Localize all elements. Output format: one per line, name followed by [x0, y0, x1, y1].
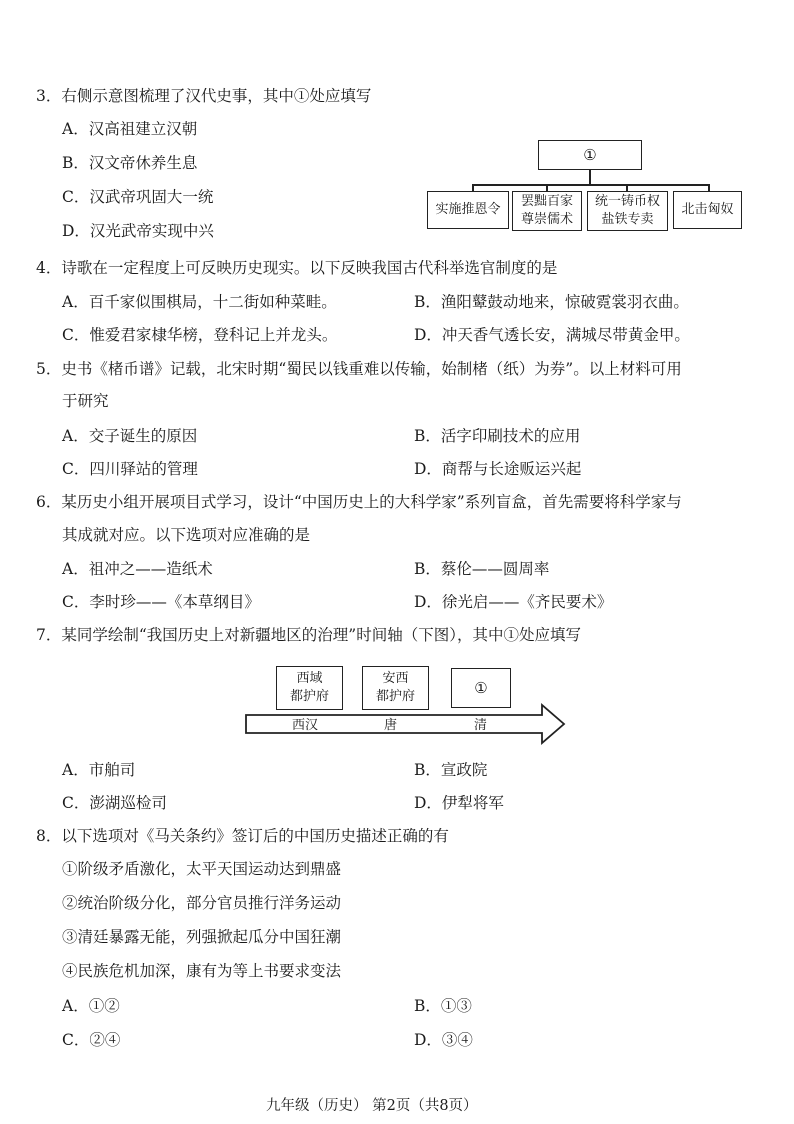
q3-connector-horizontal [472, 184, 709, 186]
q4-option-a: A．百千家似围棋局，十二街如种菜畦。 [62, 293, 337, 311]
q3-child-1-text: 实施推恩令 [435, 202, 501, 217]
q4-stem: 4．诗歌在一定程度上可反映历史现实。以下反映我国古代科举选官制度的是 [36, 259, 558, 277]
q3-connector-vertical [589, 170, 591, 185]
q7-box-2-line2: 都护府 [375, 689, 415, 704]
q5-option-c: C．四川驿站的管理 [62, 460, 198, 478]
q7-option-c: C．澎湖巡检司 [62, 794, 167, 812]
q8-item-3: ③清廷暴露无能，列强掀起瓜分中国狂潮 [62, 928, 342, 946]
q5-stem-line1: 5．史书《楮币谱》记载，北宋时期“蜀民以钱重难以传输，始制楮（纸）为券”。以上材料可用 [36, 360, 682, 378]
q7-box-2-line1: 安西 [382, 671, 409, 686]
q5-option-b: B．活字印刷技术的应用 [414, 427, 581, 445]
q4-option-d: D．冲天香气透长安，满城尽带黄金甲。 [414, 326, 690, 344]
q3-child-2-line2: 尊崇儒术 [520, 212, 573, 227]
q7-era-1: 西汉 [292, 718, 319, 733]
q3-child-3-line1: 统一铸币权 [594, 194, 660, 209]
q4-option-b: B．渔阳鼙鼓动地来，惊破霓裳羽衣曲。 [414, 293, 689, 311]
q6-option-c: C．李时珍——《本草纲目》 [62, 593, 260, 611]
q7-option-a: A．市舶司 [62, 761, 136, 779]
q3-diagram-child-3 [587, 191, 668, 231]
q7-option-d: D．伊犁将军 [414, 794, 504, 812]
q3-option-d: D．汉光武帝实现中兴 [62, 222, 214, 240]
q8-item-1: ①阶级矛盾激化，太平天国运动达到鼎盛 [62, 860, 342, 878]
q3-diagram-child-4 [673, 191, 742, 229]
q3-diagram-child-1 [427, 191, 509, 229]
q3-child-3-line2: 盐铁专卖 [601, 212, 654, 227]
q7-era-3: 清 [474, 718, 488, 733]
q3-child-4-text: 北击匈奴 [681, 202, 734, 217]
q8-stem: 8．以下选项对《马关条约》签订后的中国历史描述正确的有 [36, 827, 449, 845]
q3-child-2-line1: 罢黜百家 [520, 194, 573, 209]
q8-option-b: B．①③ [414, 997, 472, 1015]
q4-option-c: C．惟爱君家棣华榜，登科记上并龙头。 [62, 326, 338, 344]
q8-item-4: ④民族危机加深，康有为等上书要求变法 [62, 962, 342, 980]
q3-diagram-top-label: ① [583, 146, 597, 164]
q6-stem-line2: 其成就对应。以下选项对应准确的是 [62, 526, 311, 544]
q8-option-c: C．②④ [62, 1031, 121, 1049]
q8-item-2: ②统治阶级分化，部分官员推行洋务运动 [62, 894, 342, 912]
q8-option-a: A．①② [62, 997, 120, 1015]
q7-option-b: B．宣政院 [414, 761, 488, 779]
q7-stem: 7．某同学绘制“我国历史上对新疆地区的治理”时间轴（下图），其中①处应填写 [36, 626, 581, 644]
q7-box-1-line2: 都护府 [289, 689, 329, 704]
q3-option-a: A．汉高祖建立汉朝 [62, 120, 198, 138]
page-footer: 九年级（历史） 第2页（共8页） [266, 1098, 478, 1114]
q6-option-d: D．徐光启——《齐民要术》 [414, 593, 613, 611]
q7-box-3-line1: ① [474, 679, 488, 697]
q8-option-d: D．③④ [414, 1031, 473, 1049]
q5-stem-line2: 于研究 [62, 392, 109, 410]
q7-box-1-line1: 西域 [296, 671, 323, 686]
q6-option-b: B．蔡伦——圆周率 [414, 560, 550, 578]
q3-option-c: C．汉武帝巩固大一统 [62, 188, 214, 206]
q6-option-a: A．祖冲之——造纸术 [62, 560, 213, 578]
q5-option-a: A．交子诞生的原因 [62, 427, 198, 445]
q6-stem-line1: 6．某历史小组开展项目式学习，设计“中国历史上的大科学家”系列盲盒，首先需要将科学家与 [36, 493, 682, 511]
q3-diagram-top-box [538, 140, 642, 170]
q5-option-d: D．商帮与长途贩运兴起 [414, 460, 582, 478]
q7-era-2: 唐 [384, 718, 398, 733]
q3-option-b: B．汉文帝休养生息 [62, 154, 198, 172]
q3-stem: 3．右侧示意图梳理了汉代史事，其中①处应填写 [36, 87, 372, 105]
q3-diagram-child-2 [512, 191, 582, 231]
